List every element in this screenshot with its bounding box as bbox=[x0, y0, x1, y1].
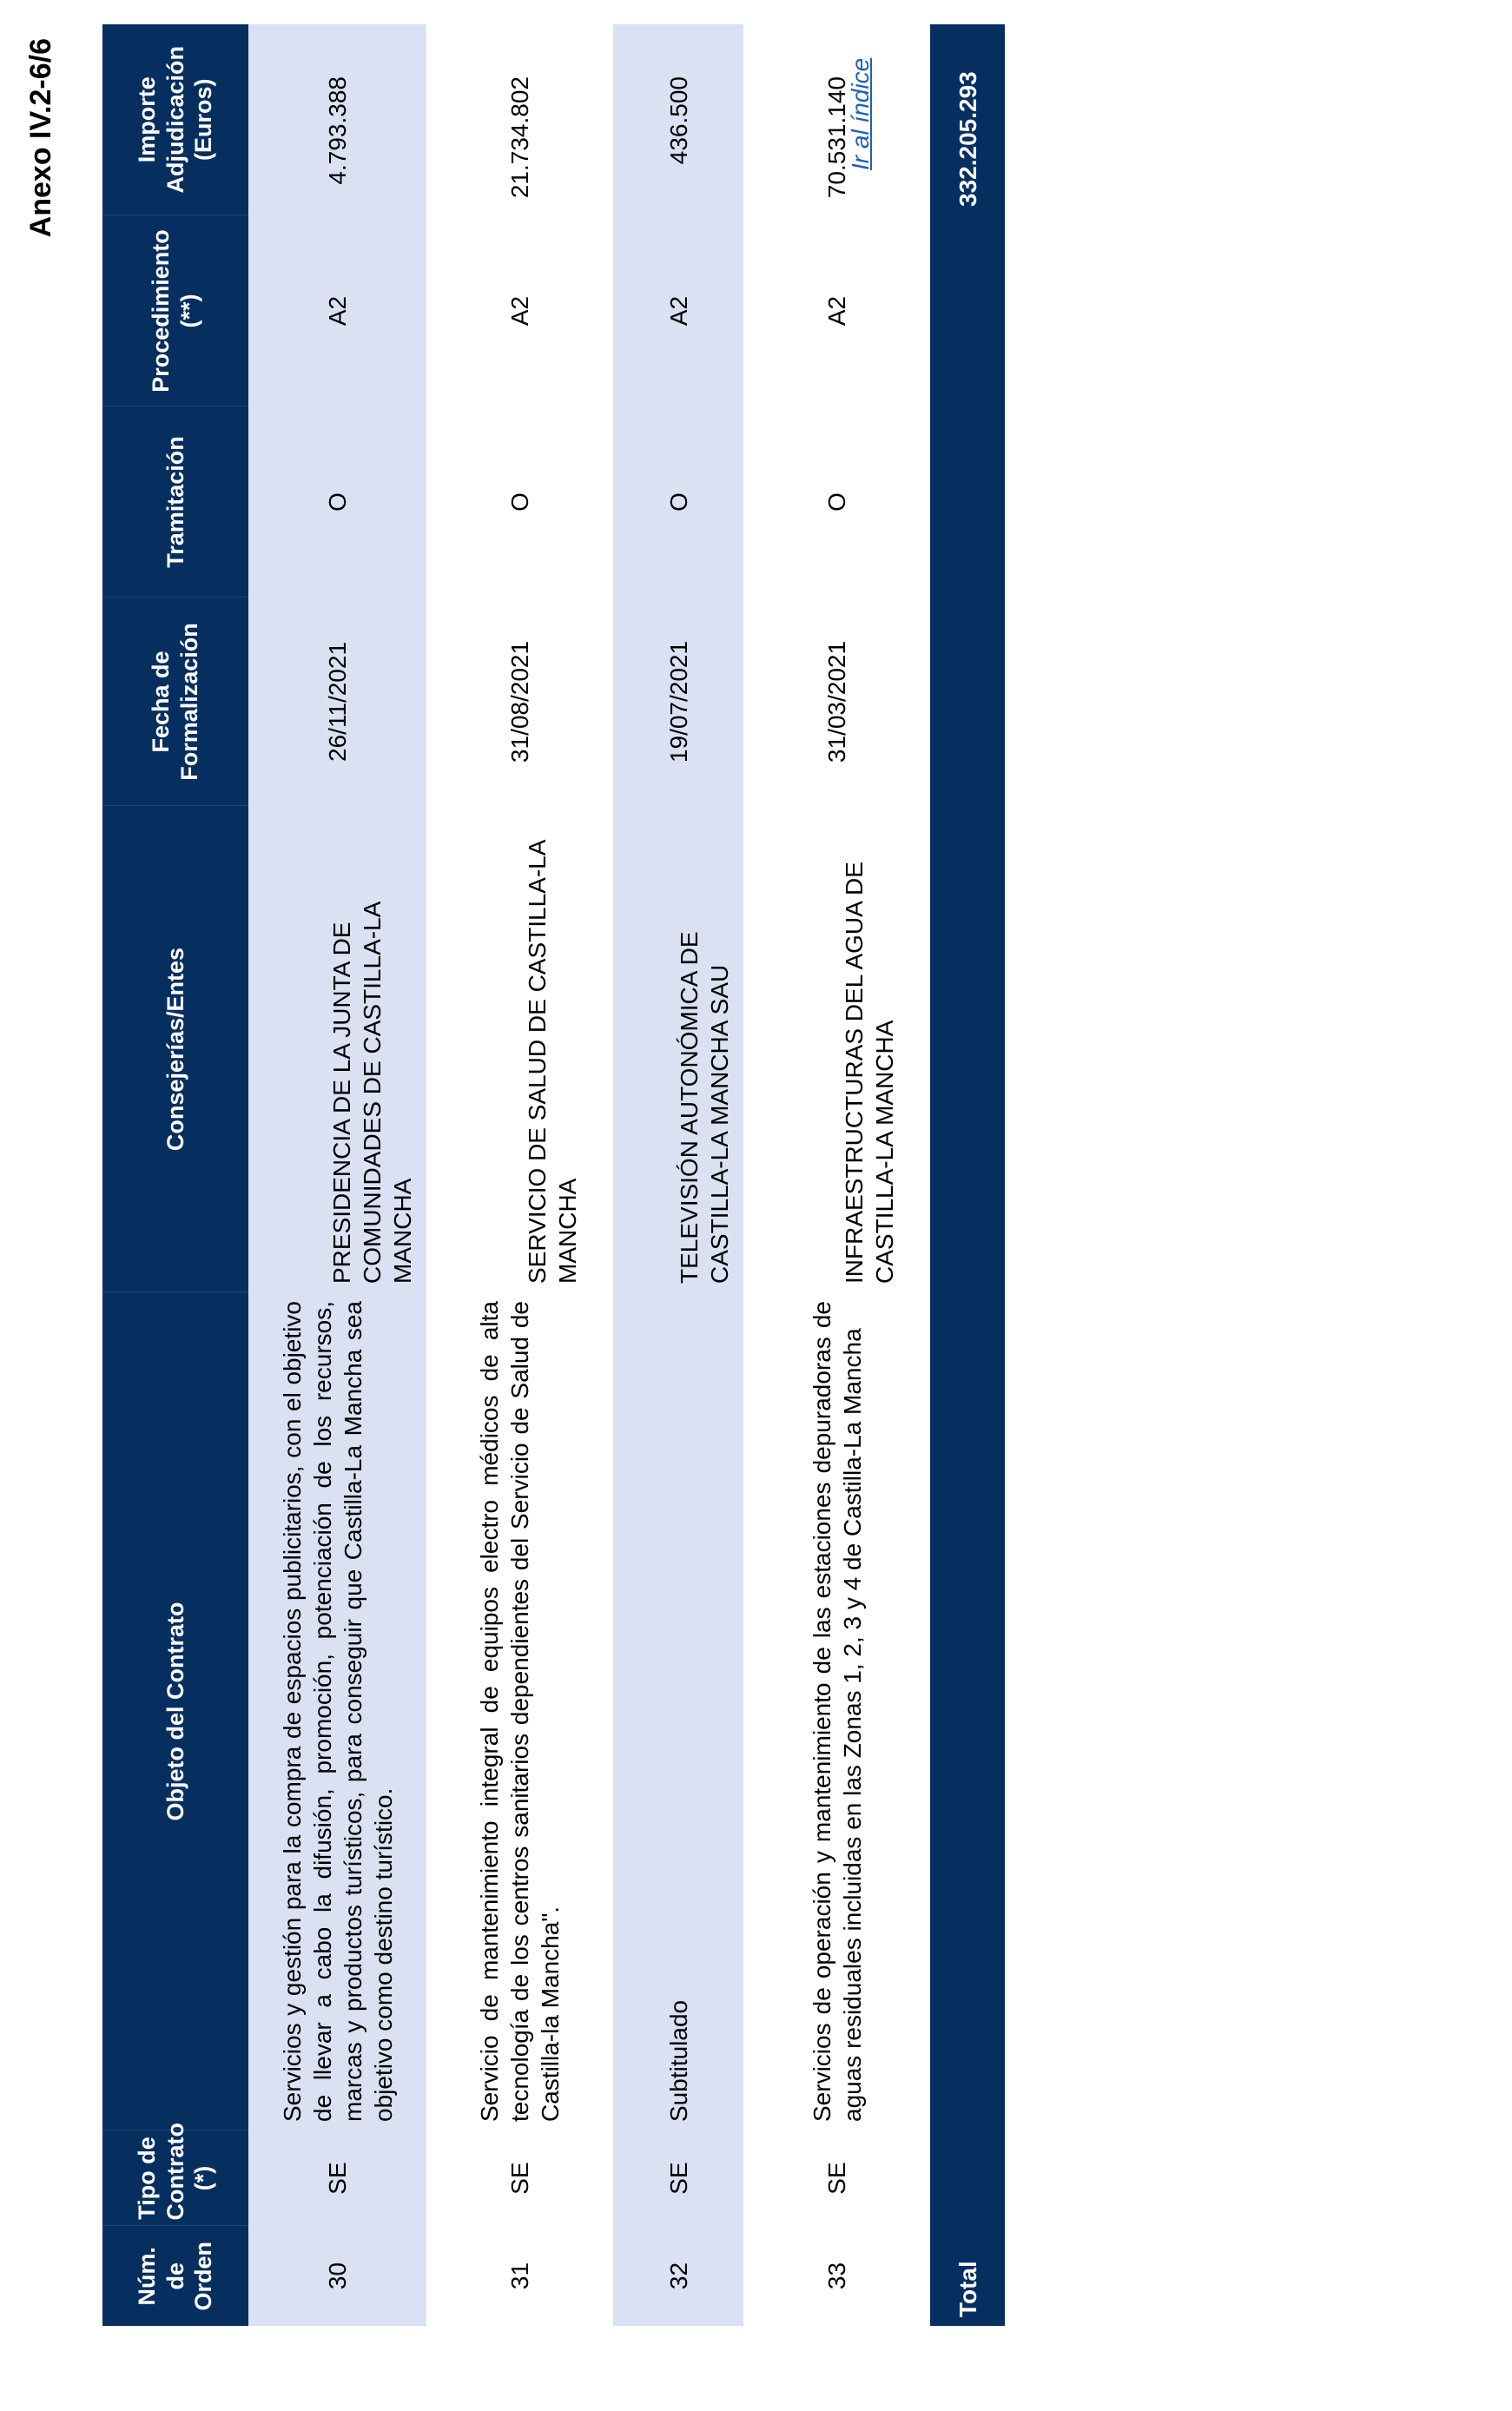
cell-procedimiento: A2 bbox=[613, 215, 743, 406]
header-tipo-contrato: Tipo de Contrato (*) bbox=[102, 2130, 248, 2226]
header-objeto: Objeto del Contrato bbox=[102, 1292, 248, 2130]
row-spacer bbox=[426, 24, 448, 2326]
cell-objeto: Servicios de operación y mantenimiento de las estaciones depuradoras de aguas residuales incluidas en las Zonas 1, 2, 3 y 4 de Castilla-La Mancha bbox=[808, 1301, 866, 2122]
cell-num: 33 bbox=[823, 2262, 850, 2290]
row-spacer bbox=[743, 24, 765, 2326]
cell-num: 30 bbox=[248, 2226, 426, 2326]
header-fecha: Fecha de Formalización bbox=[102, 598, 248, 806]
cell-fecha: 26/11/2021 bbox=[248, 598, 426, 806]
cell-num: 31 bbox=[506, 2262, 533, 2290]
total-label: Total bbox=[930, 215, 1005, 2326]
cell-tipo: SE bbox=[613, 2130, 743, 2226]
cell-tipo: SE bbox=[823, 2162, 850, 2195]
cell-tramitacion: O bbox=[506, 492, 533, 512]
cell-importe: 4.793.388 bbox=[248, 24, 426, 215]
row-spacer bbox=[591, 24, 613, 2326]
cell-importe: 21.734.802 bbox=[506, 76, 533, 199]
row-spacer bbox=[908, 24, 930, 2326]
cell-ente: PRESIDENCIA DE LA JUNTA DE COMUNIDADES DE CASTILLA-LA MANCHA bbox=[248, 806, 426, 1292]
cell-tramitacion: O bbox=[613, 406, 743, 598]
table-row bbox=[448, 24, 591, 2326]
cell-procedimiento: A2 bbox=[248, 215, 426, 406]
index-link[interactable]: Ir al índice bbox=[847, 57, 874, 170]
cell-objeto: Subtitulado bbox=[613, 1292, 743, 2130]
annex-title: Anexo IV.2-6/6 bbox=[24, 38, 57, 238]
cell-tramitacion: O bbox=[823, 492, 850, 512]
cell-num: 32 bbox=[613, 2226, 743, 2326]
header-consejerias: Consejerías/Entes bbox=[102, 806, 248, 1292]
cell-tipo: SE bbox=[248, 2130, 426, 2226]
cell-objeto: Servicios y gestión para la compra de espacios publicitarios, con el objetivo de llevar a cabo la difusión, promoción, potenciación de los recursos, marcas y productos turísticos, para conseguir que Castilla-La Mancha sea objetivo como destino turístico. bbox=[248, 1292, 426, 2130]
cell-fecha: 19/07/2021 bbox=[613, 598, 743, 806]
cell-tipo: SE bbox=[506, 2162, 533, 2195]
total-row bbox=[930, 24, 1005, 2326]
header-importe: Importe Adjudicación (Euros) bbox=[102, 24, 248, 215]
cell-importe: 436.500 bbox=[613, 24, 743, 215]
table-row bbox=[765, 24, 908, 2326]
table-row bbox=[613, 24, 743, 2326]
cell-fecha: 31/03/2021 bbox=[823, 640, 850, 763]
cell-ente: INFRAESTRUCTURAS DEL AGUA DE CASTILLA-LA MANCHA bbox=[841, 862, 898, 1284]
header-procedimiento: Procedimiento (**) bbox=[102, 215, 248, 406]
table-row bbox=[248, 24, 426, 2326]
total-value: 332.205.293 bbox=[930, 24, 1005, 215]
cell-importe: 70.531.140 bbox=[823, 76, 850, 199]
cell-ente: SERVICIO DE SALUD DE CASTILLA-LA MANCHA bbox=[524, 841, 581, 1284]
header-tramitacion: Tramitación bbox=[102, 406, 248, 598]
cell-ente: TELEVISIÓN AUTONÓMICA DE CASTILLA-LA MANCHA SAU bbox=[613, 806, 743, 1292]
cell-fecha: 31/08/2021 bbox=[506, 640, 533, 763]
cell-procedimiento: A2 bbox=[823, 295, 850, 327]
cell-tramitacion: O bbox=[248, 406, 426, 598]
cell-procedimiento: A2 bbox=[506, 295, 533, 327]
header-num-orden: Núm. de Orden bbox=[102, 2226, 248, 2326]
cell-objeto: Servicio de mantenimiento integral de equipos electro médicos de alta tecnología de los centros sanitarios dependientes del Servicio de Salud de Castilla-la Mancha". bbox=[476, 1301, 564, 2122]
contracts-table bbox=[102, 24, 1005, 2326]
table-header-row bbox=[102, 24, 248, 2326]
